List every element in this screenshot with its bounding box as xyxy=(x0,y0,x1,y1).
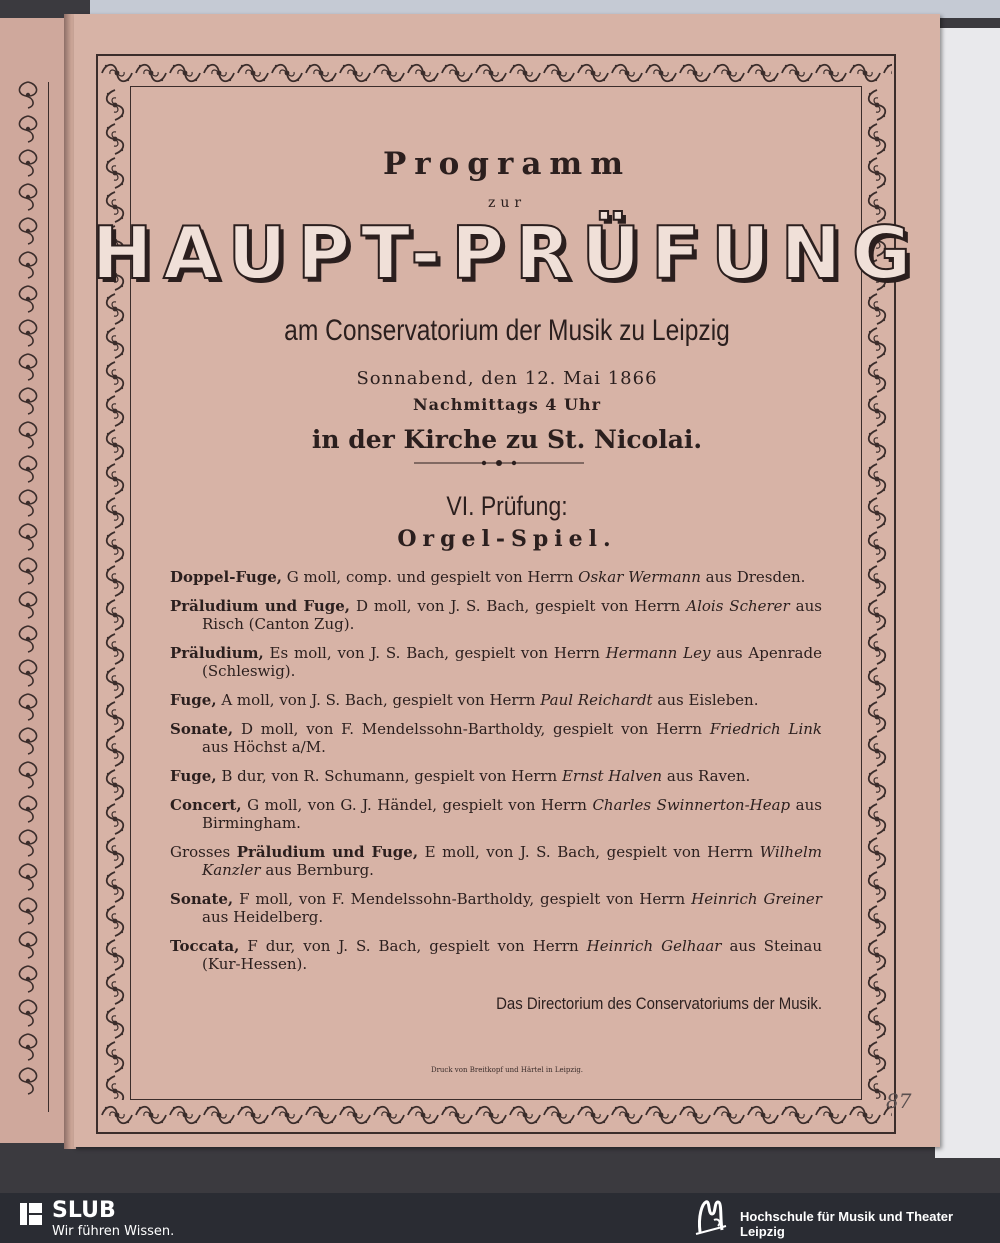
item-key: A moll, xyxy=(221,691,275,709)
item-prefix: Grosses xyxy=(170,843,231,861)
item-key: G moll, xyxy=(286,568,342,586)
item-key: E moll, xyxy=(424,843,480,861)
item-origin: aus Steinau (Kur-Hessen). xyxy=(202,937,823,973)
event-time: Nachmittags 4 Uhr xyxy=(412,395,601,414)
item-work: Präludium und Fuge, xyxy=(170,597,351,615)
item-performer: Heinrich Gelhaar xyxy=(586,937,722,955)
item-performer: Charles Swinnerton-Heap xyxy=(592,796,791,814)
program-item xyxy=(170,937,822,973)
item-text: von G. J. Händel, gespielt von Herrn xyxy=(307,796,587,814)
item-work: Concert, xyxy=(170,796,242,814)
item-origin: aus Bernburg. xyxy=(265,861,374,879)
item-origin: aus Dresden. xyxy=(705,568,806,586)
left-page-rule xyxy=(48,82,49,1112)
left-page-ornament xyxy=(8,78,48,1098)
section-subtitle: Orgel-Spiel. xyxy=(397,526,617,552)
item-work: Toccata, xyxy=(170,937,240,955)
item-key: F moll, xyxy=(239,890,293,908)
item-key: G moll, xyxy=(247,796,303,814)
signature: Das Directorium des Conservatoriums der Musik. xyxy=(496,994,822,1013)
item-performer: Paul Reichardt xyxy=(540,691,653,709)
program-item xyxy=(170,720,822,756)
top-ornament-border xyxy=(100,58,892,88)
program-item xyxy=(170,796,822,832)
footer-bar xyxy=(0,1193,1000,1243)
title-conservatorium: am Conservatorium der Musik zu Leipzig xyxy=(284,314,730,347)
item-performer: Oskar Wermann xyxy=(578,568,701,586)
item-work: Präludium, xyxy=(170,644,264,662)
program-item xyxy=(170,890,822,926)
title-programm: Programm xyxy=(382,146,632,182)
title-zur: zur xyxy=(487,195,527,211)
ornamental-divider xyxy=(414,457,584,469)
item-text: comp. und gespielt von Herrn xyxy=(345,568,574,586)
slub-name[interactable]: SLUB xyxy=(52,1198,116,1223)
slub-logo-icon[interactable] xyxy=(20,1201,42,1227)
item-key: D moll, xyxy=(355,597,412,615)
program-item xyxy=(170,568,822,586)
section-title: VI. Prüfung: xyxy=(446,491,568,521)
program-item xyxy=(170,691,822,709)
printer-imprint: Druck von Breitkopf und Härtel in Leipzig. xyxy=(430,1066,584,1074)
item-text: von F. Mendelssohn-Bartholdy, gespielt von Herrn xyxy=(298,890,686,908)
item-key: Es moll, xyxy=(269,644,332,662)
program-item xyxy=(170,767,822,785)
item-performer: Alois Scherer xyxy=(686,597,790,615)
item-text: von F. Mendelssohn-Bartholdy, gespielt von Herrn xyxy=(306,720,703,738)
event-location: in der Kirche zu St. Nicolai. xyxy=(311,425,703,454)
event-date: Sonnabend, den 12. Mai 1866 xyxy=(356,368,658,389)
left-page-edge xyxy=(0,18,66,1143)
item-key: F dur, xyxy=(247,937,296,955)
program-item xyxy=(170,597,822,633)
item-work: Fuge, xyxy=(170,767,217,785)
item-text: von J. S. Bach, gespielt von Herrn xyxy=(303,937,579,955)
item-origin: aus Apenrade (Schleswig). xyxy=(202,644,822,680)
item-text: von J. S. Bach, gespielt von Herrn xyxy=(417,597,681,615)
item-text: von J. S. Bach, gespielt von Herrn xyxy=(337,644,600,662)
item-origin: aus Risch (Canton Zug). xyxy=(202,597,822,633)
program-list xyxy=(170,568,822,984)
item-key: B dur, xyxy=(221,767,267,785)
hmt-name[interactable]: Hochschule für Musik und Theater Leipzig xyxy=(740,1209,954,1239)
title-haupt-pruefung: HAUPT-PRÜFUNG xyxy=(91,211,923,295)
slub-tagline: Wir führen Wissen. xyxy=(52,1224,175,1239)
item-performer: Hermann Ley xyxy=(605,644,711,662)
item-origin: aus Heidelberg. xyxy=(202,908,324,926)
program-item xyxy=(170,843,822,879)
item-origin: aus Höchst a/M. xyxy=(202,738,326,756)
item-performer: Heinrich Greiner xyxy=(691,890,822,908)
program-item xyxy=(170,644,822,680)
item-performer: Wilhelm Kanzler xyxy=(202,843,822,879)
item-performer: Ernst Halven xyxy=(561,767,663,785)
item-text: von J. S. Bach, gespielt von Herrn xyxy=(279,691,536,709)
item-work: Sonate, xyxy=(170,720,234,738)
item-key: D moll, xyxy=(240,720,299,738)
item-work: Sonate, xyxy=(170,890,234,908)
page-number: 87 xyxy=(886,1089,912,1113)
program-page xyxy=(74,14,940,1147)
mount-card xyxy=(935,28,1000,1158)
item-work: Doppel-Fuge, xyxy=(170,568,283,586)
item-origin: aus Birmingham. xyxy=(202,796,822,832)
item-origin: aus Eisleben. xyxy=(657,691,759,709)
item-text: von J. S. Bach, gespielt von Herrn xyxy=(486,843,754,861)
item-text: von R. Schumann, gespielt von Herrn xyxy=(271,767,558,785)
hmt-logo-icon[interactable] xyxy=(692,1196,732,1238)
bottom-ornament-border xyxy=(100,1100,892,1130)
item-origin: aus Raven. xyxy=(666,767,751,785)
item-work: Fuge, xyxy=(170,691,217,709)
item-performer: Friedrich Link xyxy=(709,720,822,738)
item-work: Präludium und Fuge, xyxy=(236,843,419,861)
